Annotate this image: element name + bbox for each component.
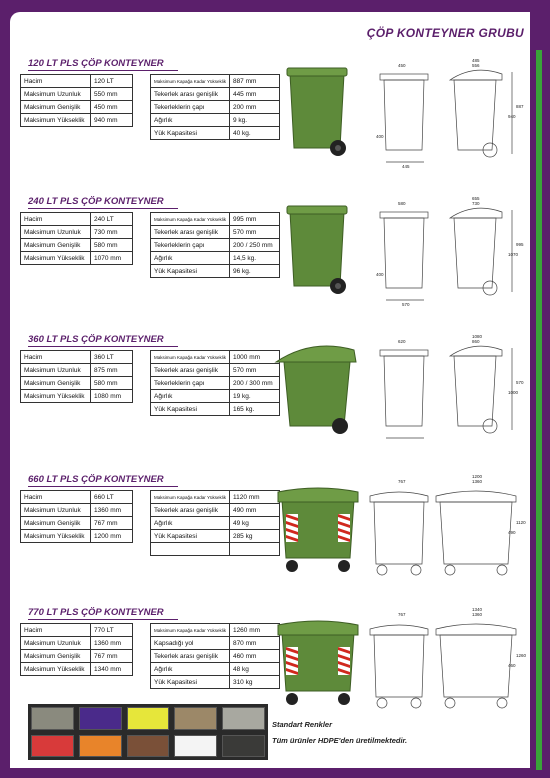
title-underline (28, 619, 178, 620)
spec-label: Hacim (21, 351, 91, 364)
spec-row (151, 114, 280, 127)
dimension-label: 995 (516, 242, 524, 247)
product-section (10, 196, 530, 314)
footer (10, 702, 530, 768)
dimension-label: 570 (402, 302, 410, 307)
spec-label: Tekerleklerin çapı (151, 239, 230, 252)
dimension-label: 570 (516, 380, 524, 385)
dimension-label: 1260 (516, 653, 527, 658)
spec-row (151, 650, 280, 663)
dimension-label: 767 (398, 479, 406, 484)
spec-label: Yük Kapasitesi (151, 676, 230, 689)
dimension-label: 1340 (472, 607, 483, 612)
spec-row (21, 101, 133, 114)
spec-value: 1070 mm (91, 252, 133, 265)
spec-row (21, 226, 133, 239)
color-swatch (31, 707, 74, 730)
spec-label: Yük Kapasitesi (151, 265, 230, 278)
spec-label: Hacim (21, 491, 91, 504)
spec-label: Ağırlık (151, 390, 230, 403)
spec-label: Tekerlek arası genişlik (151, 88, 230, 101)
spec-value: 49 kg (229, 517, 279, 530)
spec-row (21, 390, 133, 403)
dimension-label: 887 (516, 104, 524, 109)
spec-row (151, 517, 280, 530)
spec-value: 200 mm (229, 101, 279, 114)
spec-value: 120 LT (91, 75, 133, 88)
spec-value: 445 mm (229, 88, 279, 101)
spec-row (151, 213, 280, 226)
spec-row (151, 637, 280, 650)
spec-value: 200 / 300 mm (229, 377, 279, 390)
spec-label: Maksimum Uzunluk (21, 504, 91, 517)
spec-value: 940 mm (91, 114, 133, 127)
spec-value: 1360 mm (91, 504, 133, 517)
spec-row (151, 491, 280, 504)
spec-value: 767 mm (91, 650, 133, 663)
spec-value: 48 kg (229, 663, 279, 676)
color-swatch (127, 707, 170, 730)
spec-row (21, 364, 133, 377)
spec-label: Hacim (21, 75, 91, 88)
spec-label: Hacim (21, 213, 91, 226)
spec-row (21, 504, 133, 517)
spec-label: Maksimum Yükseklik (21, 390, 91, 403)
catalog-page (10, 12, 530, 768)
spec-row (151, 390, 280, 403)
dimension-label: 400 (376, 134, 384, 139)
spec-value: 570 mm (229, 364, 279, 377)
spec-value: 1200 mm (91, 530, 133, 543)
dimension-label: 1200 (472, 474, 483, 479)
spec-table-main (20, 490, 133, 543)
spec-row (151, 663, 280, 676)
dimension-label: 1080 (472, 334, 483, 339)
spec-label: Maksimum Kapağa Kadar Yükseklik (151, 213, 230, 226)
spec-row (21, 239, 133, 252)
spec-value: 875 mm (91, 364, 133, 377)
spec-table-extra (150, 490, 280, 556)
title-underline (28, 486, 178, 487)
dimension-label: 490 (508, 530, 516, 535)
spec-value: 40 kg. (229, 127, 279, 140)
spec-row (21, 530, 133, 543)
spec-value: 550 mm (91, 88, 133, 101)
spec-value: 730 mm (91, 226, 133, 239)
title-underline (28, 208, 178, 209)
spec-row (21, 491, 133, 504)
dimension-label: 445 (402, 164, 410, 169)
spec-value: 310 kg (229, 676, 279, 689)
spec-value: 240 LT (91, 213, 133, 226)
color-swatch (31, 735, 74, 758)
spec-label: Yük Kapasitesi (151, 127, 230, 140)
spec-label: Ağırlık (151, 252, 230, 265)
spec-row (151, 226, 280, 239)
spec-label: Maksimum Kapağa Kadar Yükseklik (151, 351, 230, 364)
dimension-label: 860 (472, 339, 480, 344)
spec-row (151, 504, 280, 517)
spec-row (21, 252, 133, 265)
spec-label: Maksimum Kapağa Kadar Yükseklik (151, 624, 230, 637)
spec-row (151, 676, 280, 689)
container-photo (276, 484, 360, 581)
container-photo (276, 617, 360, 714)
spec-label: Maksimum Uzunluk (21, 637, 91, 650)
spec-value: 200 / 250 mm (229, 239, 279, 252)
spec-value: 995 mm (229, 213, 279, 226)
spec-label: Maksimum Yükseklik (21, 114, 91, 127)
accent-bar (536, 50, 542, 770)
product-section (10, 58, 530, 176)
spec-value: 1120 mm (229, 491, 279, 504)
spec-value: 870 mm (229, 637, 279, 650)
spec-label (151, 543, 230, 556)
technical-drawing (362, 196, 522, 313)
dimension-label: 940 (508, 114, 516, 119)
technical-drawing (362, 58, 522, 175)
spec-label: Maksimum Uzunluk (21, 88, 91, 101)
spec-value: 887 mm (229, 75, 279, 88)
product-section (10, 474, 530, 592)
spec-row (21, 75, 133, 88)
spec-table-main (20, 350, 133, 403)
spec-label: Tekerleklerin çapı (151, 101, 230, 114)
spec-row (151, 530, 280, 543)
spec-table-main (20, 74, 133, 127)
dimension-label: 620 (398, 339, 406, 344)
spec-table-extra (150, 74, 280, 140)
spec-value (229, 543, 279, 556)
spec-row (151, 88, 280, 101)
spec-value: 1260 mm (229, 624, 279, 637)
dimension-label: 655 (472, 196, 480, 201)
color-swatch (174, 735, 217, 758)
hdpe-note: Tüm ürünler HDPE'den üretilmektedir. (272, 736, 408, 745)
spec-table-extra (150, 350, 280, 416)
spec-label: Tekerlek arası genişlik (151, 504, 230, 517)
spec-label: Yük Kapasitesi (151, 403, 230, 416)
spec-label: Maksimum Uzunluk (21, 226, 91, 239)
spec-label: Tekerlek arası genişlik (151, 226, 230, 239)
spec-value: 14,5 kg. (229, 252, 279, 265)
color-swatch (79, 735, 122, 758)
spec-label: Kapsadığı yol (151, 637, 230, 650)
container-photo (282, 198, 352, 303)
spec-value: 360 LT (91, 351, 133, 364)
container-photo (282, 60, 352, 165)
spec-label: Maksimum Uzunluk (21, 364, 91, 377)
section-title: 770 LT PLS ÇÖP KONTEYNER (28, 607, 164, 618)
dimension-label: 1000 (508, 390, 519, 395)
spec-label: Maksimum Kapağa Kadar Yükseklik (151, 75, 230, 88)
dimension-label: 460 (508, 663, 516, 668)
spec-value: 580 mm (91, 377, 133, 390)
dimension-label: 450 (398, 63, 406, 68)
spec-label: Maksimum Genişlik (21, 650, 91, 663)
spec-row (21, 517, 133, 530)
title-underline (28, 70, 178, 71)
spec-value: 1000 mm (229, 351, 279, 364)
spec-row (151, 239, 280, 252)
spec-label: Maksimum Genişlik (21, 377, 91, 390)
color-palette (28, 704, 268, 760)
color-swatch (174, 707, 217, 730)
spec-value: 570 mm (229, 226, 279, 239)
spec-row (21, 663, 133, 676)
spec-table-extra (150, 212, 280, 278)
page-title: ÇÖP KONTEYNER GRUBU (366, 26, 524, 40)
spec-row (21, 624, 133, 637)
color-swatch (127, 735, 170, 758)
spec-row (21, 114, 133, 127)
standard-colors-label: Standart Renkler (272, 720, 333, 729)
spec-table-extra (150, 623, 280, 689)
section-title: 120 LT PLS ÇÖP KONTEYNER (28, 58, 164, 69)
dimension-label: 767 (398, 612, 406, 617)
technical-drawing (362, 474, 526, 591)
spec-value: 96 kg. (229, 265, 279, 278)
spec-value: 767 mm (91, 517, 133, 530)
title-underline (28, 346, 178, 347)
dimension-label: 1070 (508, 252, 519, 257)
spec-label: Tekerlek arası genişlik (151, 650, 230, 663)
dimension-label: 1360 (472, 479, 483, 484)
dimension-label: 1120 (516, 520, 526, 525)
spec-label: Maksimum Genişlik (21, 101, 91, 114)
dimension-label: 485 (472, 58, 480, 63)
spec-value: 9 kg. (229, 114, 279, 127)
spec-row (21, 213, 133, 226)
dimension-label: 580 (398, 201, 406, 206)
spec-row (151, 624, 280, 637)
spec-table-main (20, 623, 133, 676)
spec-label: Maksimum Yükseklik (21, 530, 91, 543)
product-section (10, 334, 530, 452)
spec-label: Tekerlek arası genişlik (151, 364, 230, 377)
spec-row (151, 364, 280, 377)
spec-row (151, 127, 280, 140)
spec-value: 1360 mm (91, 637, 133, 650)
spec-row (21, 637, 133, 650)
spec-label: Maksimum Yükseklik (21, 663, 91, 676)
dimension-label: 556 (472, 63, 480, 68)
spec-value: 285 kg (229, 530, 279, 543)
spec-value: 165 kg. (229, 403, 279, 416)
color-swatch (222, 735, 265, 758)
spec-label: Ağırlık (151, 663, 230, 676)
spec-label: Maksimum Genişlik (21, 517, 91, 530)
spec-row (151, 377, 280, 390)
technical-drawing (362, 334, 522, 451)
section-title: 660 LT PLS ÇÖP KONTEYNER (28, 474, 164, 485)
spec-label: Maksimum Yükseklik (21, 252, 91, 265)
spec-label: Yük Kapasitesi (151, 530, 230, 543)
spec-label: Maksimum Genişlik (21, 239, 91, 252)
spec-value: 660 LT (91, 491, 133, 504)
spec-row (21, 650, 133, 663)
spec-label: Hacim (21, 624, 91, 637)
spec-row (151, 403, 280, 416)
spec-table-main (20, 212, 133, 265)
spec-value: 1340 mm (91, 663, 133, 676)
spec-row (151, 543, 280, 556)
section-title: 360 LT PLS ÇÖP KONTEYNER (28, 334, 164, 345)
spec-value: 460 mm (229, 650, 279, 663)
spec-value: 450 mm (91, 101, 133, 114)
spec-value: 1080 mm (91, 390, 133, 403)
dimension-label: 1360 (472, 612, 483, 617)
spec-row (151, 265, 280, 278)
spec-row (151, 75, 280, 88)
spec-label: Ağırlık (151, 114, 230, 127)
spec-label: Tekerleklerin çapı (151, 377, 230, 390)
spec-label: Ağırlık (151, 517, 230, 530)
dimension-label: 400 (376, 272, 384, 277)
container-photo (272, 336, 362, 441)
spec-row (21, 88, 133, 101)
dimension-label: 730 (472, 201, 480, 206)
spec-row (21, 377, 133, 390)
spec-value: 580 mm (91, 239, 133, 252)
spec-row (21, 351, 133, 364)
color-swatch (79, 707, 122, 730)
spec-row (151, 252, 280, 265)
spec-value: 770 LT (91, 624, 133, 637)
section-title: 240 LT PLS ÇÖP KONTEYNER (28, 196, 164, 207)
spec-row (151, 351, 280, 364)
spec-row (151, 101, 280, 114)
spec-label: Maksimum Kapağa Kadar Yükseklik (151, 491, 230, 504)
spec-value: 19 kg. (229, 390, 279, 403)
color-swatch (222, 707, 265, 730)
spec-value: 490 mm (229, 504, 279, 517)
